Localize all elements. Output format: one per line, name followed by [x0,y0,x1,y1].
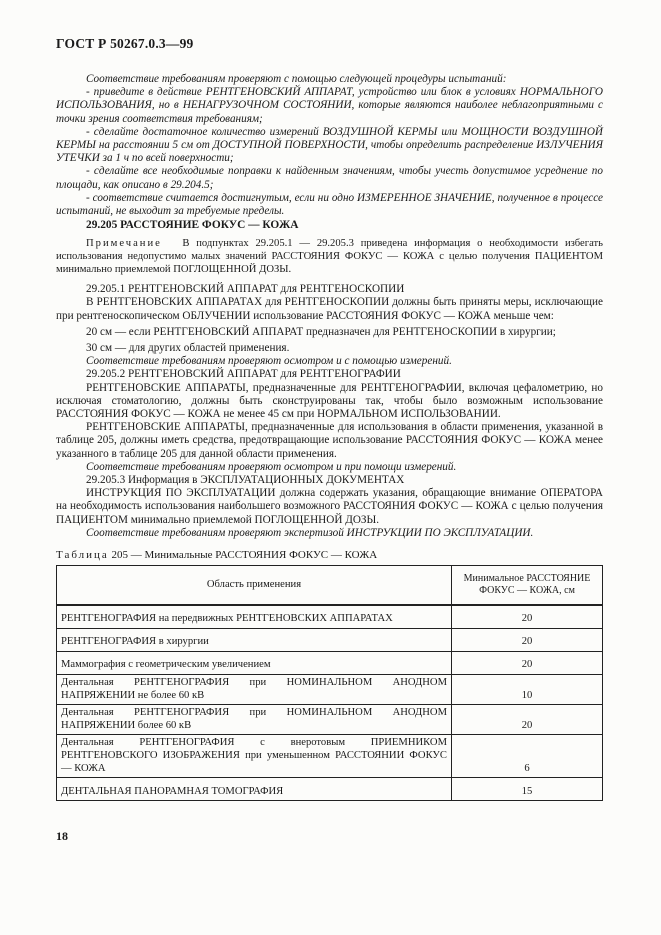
test-step-3: - сделайте все необходимые поправки к найденным значениям, чтобы учесть допустимое усреднение по площади, как описано в 29.204.5; [56,165,603,191]
table-cell-value: 10 [452,675,603,705]
subsection-3-title: 29.205.3 Информация в ЭКСПЛУАТАЦИОННЫХ ДОКУМЕНТАХ [86,474,405,487]
table-cell-area: РЕНТГЕНОГРАФИЯ в хирургии [57,629,452,652]
table-caption [56,549,603,561]
table-row [57,629,603,652]
note-text: В подпунктах 29.205.1 — 29.205.3 приведена информация о необходимости избегать использования недопустимо малых значений РАССТОЯНИЯ ФОКУС — КОЖА с целью получения ПАЦИЕНТОМ минимально приемлемой ПОГЛОЩЕННОЙ ДОЗЫ. [56,238,603,275]
test-procedure-intro: Соответствие требованиям проверяют с помощью следующей процедуры испытаний: [86,73,507,85]
table-row [57,675,603,705]
test-step-4: - соответствие считается достигнутым, если ни одно ИЗМЕРЕННОЕ ЗНАЧЕНИЕ, полученное в процессе испытаний, не выходит за требуемые пределы. [56,191,603,218]
subsection-2-text-1: РЕНТГЕНОВСКИЕ АППАРАТЫ, предназначенные для РЕНТГЕНОГРАФИИ, включая цефалометрию, но исключая стоматологию, должны быть сконструированы так, чтобы было возможным использование РАССТОЯНИЯ ФОКУС — КОЖА не менее 45 см при НОРМАЛЬНОМ ИСПОЛЬЗОВАНИИ. [56,381,603,421]
table-cell-area: Дентальная РЕНТГЕНОГРАФИЯ с внеротовым ПРИЕМНИКОМ РЕНТГЕНОВСКОГО ИЗОБРАЖЕНИЯ при уменьшенном РАССТОЯНИИ ФОКУС — КОЖА [57,735,452,778]
table-row [57,778,603,801]
distance-table [56,565,603,801]
test-step-2: - сделайте достаточное количество измерений ВОЗДУШНОЙ КЕРМЫ или МОЩНОСТИ ВОЗДУШНОЙ КЕРМЫ на расстоянии 5 см от ДОСТУПНОЙ ПОВЕРХНОСТИ, чтобы определить распределение ИЗЛУЧЕНИЯ УТЕЧКИ за 1 ч по всей поверхности; [56,125,603,165]
table-cell-area: ДЕНТАЛЬНАЯ ПАНОРАМНАЯ ТОМОГРАФИЯ [57,778,452,801]
document-number: ГОСТ Р 50267.0.3—99 [56,36,194,51]
table-cell-area: Дентальная РЕНТГЕНОГРАФИЯ при НОМИНАЛЬНОМ АНОДНОМ НАПРЯЖЕНИИ более 60 кВ [57,705,452,735]
note-label: Примечание [86,238,162,250]
table-cell-value: 15 [452,778,603,801]
subsection-1-title: 29.205.1 РЕНТГЕНОВСКИЙ АППАРАТ для РЕНТГЕНОСКОПИИ [86,283,405,296]
table-cell-value: 6 [452,735,603,778]
subsection-1-check: Соответствие требованиям проверяют осмотром и с помощью измерений. [86,355,452,368]
column-header-area: Область применения [57,566,452,606]
table-row [57,605,603,629]
table-cell-value: 20 [452,652,603,675]
table-cell-value: 20 [452,705,603,735]
note [56,238,603,276]
table-caption-text: 205 — Минимальные РАССТОЯНИЯ ФОКУС — КОЖА [111,549,378,562]
table-caption-label: Таблица [56,549,109,562]
column-header-distance: Минимальное РАССТОЯНИЕ ФОКУС — КОЖА, см [452,566,603,606]
table-header-row [57,566,603,606]
table-cell-area: Дентальная РЕНТГЕНОГРАФИЯ при НОМИНАЛЬНОМ АНОДНОМ НАПРЯЖЕНИИ не более 60 кВ [57,675,452,705]
subsection-3-text: ИНСТРУКЦИЯ ПО ЭКСПЛУАТАЦИИ должна содержать указания, обращающие внимание ОПЕРАТОРА на необходимость использования наибольшего возможного РАССТОЯНИЯ ФОКУС — КОЖА с целью получения ПАЦИЕНТОМ минимально приемлемой ПОГЛОЩЕННОЙ ДОЗЫ. [56,487,603,526]
subsection-2-title: 29.205.2 РЕНТГЕНОВСКИЙ АППАРАТ для РЕНТГЕНОГРАФИИ [86,368,401,381]
subsection-1-item-1: 20 см — если РЕНТГЕНОВСКИЙ АППАРАТ предназначен для РЕНТГЕНОСКОПИИ в хирургии; [86,325,556,338]
test-step-1: - приведите в действие РЕНТГЕНОВСКИЙ АППАРАТ, устройство или блок в условиях НОРМАЛЬНОГО ИСПОЛЬЗОВАНИЯ, но в НЕНАГРУЗОЧНОМ СОСТОЯНИИ, которые являются наиболее неблагоприятными с точки зрения соответствия требованиям; [56,86,603,125]
subsection-2-text-2: РЕНТГЕНОВСКИЕ АППАРАТЫ, предназначенные для использования в области применения, указанной в таблице 205, должны иметь средства, предотвращающие использование РАССТОЯНИЯ ФОКУС — КОЖА менее указанного в таблице 205 для данной области применения. [56,421,603,460]
page-number: 18 [56,829,68,843]
subsection-2-check: Соответствие требованиям проверяют осмотром и при помощи измерений. [86,460,457,473]
table-row [57,735,603,778]
table-row [57,705,603,735]
table-cell-value: 20 [452,629,603,652]
subsection-3-check: Соответствие требованиям проверяют экспертизой ИНСТРУКЦИИ ПО ЭКСПЛУАТАЦИИ. [86,526,534,539]
table-cell-area: Маммография с геометрическим увеличением [57,652,452,675]
table-cell-value: 20 [452,605,603,629]
subsection-1-item-2: 30 см — для других областей применения. [86,342,290,355]
table-cell-area: РЕНТГЕНОГРАФИЯ на передвижных РЕНТГЕНОВСКИХ АППАРАТАХ [57,605,452,629]
subsection-1-text: В РЕНТГЕНОВСКИХ АППАРАТАХ для РЕНТГЕНОСКОПИИ должны быть приняты меры, исключающие при рентгеноскопическом ОБЛУЧЕНИИ использование РАССТОЯНИЯ ФОКУС — КОЖА меньше чем: [56,296,603,322]
table-row [57,652,603,675]
section-title: 29.205 РАССТОЯНИЕ ФОКУС — КОЖА [86,219,299,232]
